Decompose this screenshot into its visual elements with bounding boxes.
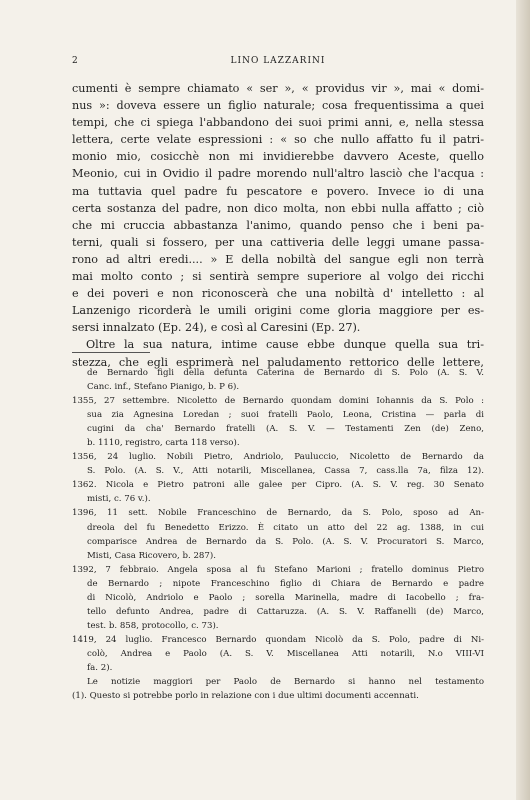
body-line: cumenti è sempre chiamato « ser », « providus vir », mai « domi- xyxy=(72,82,484,95)
footnote-line: b. 1110, registro, carta 118 verso). xyxy=(87,438,240,449)
body-line: sersi innalzato (Ep. 24), e così al Caresini (Ep. 27). xyxy=(72,321,361,335)
footnote-rule xyxy=(72,352,150,353)
footnote-line: test. b. 858, protocollo, c. 73). xyxy=(87,620,219,631)
body-line: monio mio, cosicchè non mi invidierebbe davvero Aceste, quello xyxy=(72,150,484,164)
footnote-line: Canc. inf., Stefano Pianigo, b. P 6). xyxy=(87,382,240,393)
footnote-line: misti, c. 76 v.). xyxy=(87,494,151,505)
footnote-line: sua zia Agnesina Loredan ; suoi fratelli Paolo, Leona, Cristina — parla di xyxy=(87,410,484,421)
footnote-line: comparisce Andrea de Bernardo da S. Polo. (A. S. V. Procuratori S. Marco, xyxy=(87,536,484,547)
footnote-line: S. Polo. (A. S. V., Atti notarili, Miscellanea, Cassa 7, cass.lla 7a, filza 12). xyxy=(87,466,484,477)
footnote-line: 1355, 27 settembre. Nicoletto de Bernardo quondam domini Iohannis da S. Polo : xyxy=(72,396,484,407)
footnote-line: 1392, 7 febbraio. Angela sposa al fu Stefano Marioni ; fratello dominus Pietro xyxy=(72,564,484,575)
body-line: certa sostanza del padre, non dico molta, non ebbi nulla affatto ; ciò xyxy=(72,201,484,215)
page-header xyxy=(72,56,484,70)
footnote-line: tello defunto Andrea, padre di Cattaruzza. (A. S. V. Raffanelli (de) Marco, xyxy=(87,606,484,617)
footnote-line: 1419, 24 luglio. Francesco Bernardo quondam Nicolò da S. Polo, padre di Ni- xyxy=(72,634,484,645)
body-line: mai molto conto ; si sentirà sempre superiore al volgo dei ricchi xyxy=(72,270,484,284)
body-line: Meonio, cui in Ovidio il padre morendo null'altro lasciò che l'acqua : xyxy=(72,167,484,181)
body-line: che mi cruccia abbastanza l'animo, quando penso che i beni pa- xyxy=(72,218,484,232)
footnote-line: 1356, 24 luglio. Nobili Pietro, Andriolo, Pauluccio, Nicoletto de Bernardo da xyxy=(72,452,484,463)
footnote-line: 1396, 11 sett. Nobile Franceschino de Bernardo, da S. Polo, sposo ad An- xyxy=(72,508,484,519)
footnotes xyxy=(72,366,484,703)
body-line: nus »: doveva essere un figlio naturale; cosa frequentissima a quei xyxy=(72,99,484,113)
running-head: LINO LAZZARINI xyxy=(230,56,326,66)
body-line: tempi, che ci spiega l'abbandono dei suoi primi anni, e, nella stessa xyxy=(72,116,484,130)
body-line: terni, quali si fossero, per una cattiveria delle leggi umane passa- xyxy=(72,235,484,249)
footnote-line: di Nicolò, Andriolo e Paolo ; sorella Marinella, madre di Iacobello ; fra- xyxy=(87,592,484,603)
body-line: lettera, certe velate espressioni : « so che nullo affatto fu il patri- xyxy=(72,133,484,147)
footnote-line: de Bernardo ; nipote Franceschino figlio di Chiara de Bernardo e padre xyxy=(87,578,484,589)
footnote-line: cugini da cha' Bernardo fratelli (A. S. V. — Testamenti Zen (de) Zeno, xyxy=(87,424,484,435)
footnote-line: 1362. Nicola e Pietro patroni alle galee per Cipro. (A. S. V. reg. 30 Senato xyxy=(72,480,484,491)
footnote-line: colò, Andrea e Paolo (A. S. V. Miscellanea Atti notarili, N.o VIII-VI xyxy=(87,648,484,659)
body-line: stezza, che egli esprimerà nel paludamento rettorico delle lettere, xyxy=(72,355,484,369)
footnote-line: fa. 2). xyxy=(87,662,113,673)
footnote-line: Misti, Casa Ricovero, b. 287). xyxy=(87,550,216,561)
page-number: 2 xyxy=(72,56,79,66)
footnote-line: de Bernardo figli della defunta Caterina de Bernardo di S. Polo (A. S. V. xyxy=(87,368,484,378)
body-line: ma tuttavia quel padre fu pescatore e povero. Invece io di una xyxy=(72,184,484,198)
body-line: e dei poveri e non riconoscerà che una nobiltà d' intelletto : al xyxy=(72,287,484,301)
body-text xyxy=(72,80,484,371)
body-line: rono ad altri eredi.... » E della nobiltà del sangue egli non terrà xyxy=(72,252,484,266)
body-line: Oltre la sua natura, intime cause ebbe dunque quella sua tri- xyxy=(86,338,484,352)
footnote-line: (1). Questo si potrebbe porlo in relazione con i due ultimi documenti accennati. xyxy=(72,691,419,702)
footnote-line: dreola del fu Benedetto Erizzo. È citato un atto del 22 ag. 1388, in cui xyxy=(87,522,484,533)
body-line: Lanzenigo ricorderà le umili origini come gloria maggiore per es- xyxy=(72,304,484,318)
scan-edge xyxy=(516,0,530,800)
footnote-line: Le notizie maggiori per Paolo de Bernardo si hanno nel testamento xyxy=(87,677,484,688)
